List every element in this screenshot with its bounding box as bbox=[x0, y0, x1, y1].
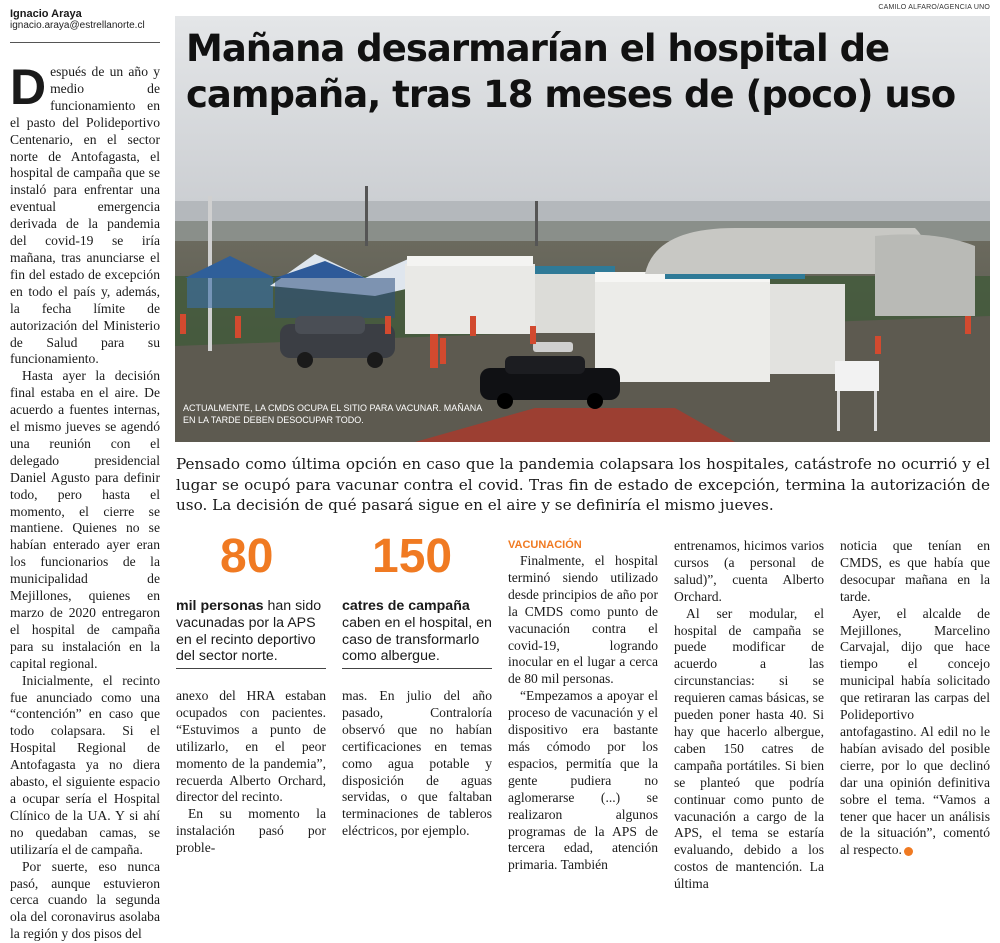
article-column-2 bbox=[176, 688, 326, 857]
article-column-1 bbox=[10, 59, 160, 942]
article-column-5 bbox=[674, 538, 824, 893]
stat-description-cots: catres de campaña caben en el hospital, en caso de transformarlo como albergue. bbox=[342, 598, 492, 665]
stat-number: 150 bbox=[372, 530, 453, 583]
deck-summary: Pensado como última opción en caso que la pandemia colapsara los hospitales, catástrofe no ocurrió y el lugar se ocupó para vacunar contra el covid. Tras fin de estado de excepción, termina la autorización de uso. La decisión de qué pasará sigue en el aire y se definiría el mismo jueves. bbox=[176, 455, 990, 514]
end-mark-icon bbox=[904, 847, 913, 856]
paragraph: mas. En julio del año pasado, Contraloría observó que no habían certificaciones en temas como agua potable y disposición de aguas servidas, o que faltaban terminaciones de tableros eléctricos, por ejemplo. bbox=[342, 688, 492, 839]
paragraph: Por suerte, eso nunca pasó, aunque estuvieron cerca cuando la segunda ola del coronavirus asolaba la región y dos pisos del bbox=[10, 858, 160, 942]
paragraph: entrenamos, hicimos varios cursos (a personal de salud)”, cuenta Alberto Orchard. bbox=[674, 538, 824, 604]
headline: Mañana desarmarían el hospital de campaña, tras 18 meses de (poco) uso bbox=[186, 27, 956, 116]
paragraph: anexo del HRA estaban ocupados con pacientes. “Estuvimos a punto de utilizarlo, en el peor momento de la pandemia”, recuerda Alberto Orchard, director del recinto. bbox=[176, 688, 326, 805]
paragraph: Inicialmente, el recinto fue anunciado como una “contención” en caso que todo colapsara. Si el Hospital Regional de Antofagasta ya no diera abasto, el siguiente espacio a ocupar sería el Hospital Clínico de la UA. Y si ahí no quedaban camas, se utilizaría el de campaña. bbox=[10, 672, 160, 857]
paragraph: Al ser modular, el hospital de campaña se puede modificar de acuerdo a las circunstancias: si se requieren camas básicas, se pueden poner hasta 40. Si hay que hacerlo albergue, caben 150 catres de campaña portátiles. Si bien se planteó que podría continuar como punto de vacunación a cargo de la APS, el tema se estaría evaluando, debido a los costos de mantención. La última bbox=[674, 605, 824, 892]
paragraph: noticia que tenían en CMDS, es que había que desocupar mañana en la tarde. bbox=[840, 538, 990, 604]
byline-divider bbox=[10, 42, 160, 43]
section-kicker: VACUNACIÓN bbox=[508, 539, 582, 551]
paragraph: Hasta ayer la decisión final estaba en el aire. De acuerdo a fuentes internas, el mismo jueves se agendó una reunión con el delegado presidencial Daniel Agusto para definir todo, pero hasta el momento, el cierre se mantiene. Quienes no se habían enterado ayer eran los funcionarios de la municipalidad de Mejillones, quienes en marzo de 2020 entregaron el hospital de campaña para su instalación en la capital regional. bbox=[10, 368, 160, 671]
stat-box-cots bbox=[372, 532, 522, 582]
photo-credit: CAMILO ALFARO/AGENCIA UNO bbox=[878, 4, 990, 11]
author-name: Ignacio Araya bbox=[10, 8, 82, 20]
stat-description-vaccinated: mil personas han sido vacunadas por la APS en el recinto deportivo del sector norte. bbox=[176, 598, 322, 665]
byline bbox=[10, 8, 160, 31]
article-column-3 bbox=[342, 688, 492, 840]
paragraph: “Empezamos a apoyar el proceso de vacunación y el dispositivo era bastante más cómodo por los espacios, permitía que la gente pudiera no aglomerarse (...) se realizaron algunos programas de la APS de tercera edad, atención primaria. También bbox=[508, 688, 658, 873]
stat-box-vaccinated bbox=[220, 532, 370, 582]
article-column-4 bbox=[508, 538, 658, 874]
paragraph: Ayer, el alcalde de Mejillones, Marcelino Carvajal, dijo que hace tiempo el concejo municipal había solicitado que retiraran las carpas del Polideportivo antofagastino. Al edil no le habían avisado del posible cierre, por lo que declinó dar una opinión definitiva sobre el tema. “Vamos a tener que hacer un análisis de la situación”, comentó al respecto. bbox=[840, 605, 990, 858]
photo-caption: ACTUALMENTE, LA CMDS OCUPA EL SITIO PARA VACUNAR. MAÑANA EN LA TARDE DEBEN DESOCUPAR TODO. bbox=[183, 403, 482, 425]
stat-number: 80 bbox=[220, 530, 274, 583]
stat-divider bbox=[342, 668, 492, 669]
article-column-6 bbox=[840, 538, 990, 859]
stat-divider bbox=[176, 668, 326, 669]
author-email[interactable]: ignacio.araya@estrellanorte.cl bbox=[10, 20, 145, 31]
drop-cap: D bbox=[10, 59, 47, 115]
paragraph: En su momento la instalación pasó por proble- bbox=[176, 806, 326, 856]
paragraph: Finalmente, el hospital terminó siendo utilizado desde principios de año por la CMDS como punto de vacunación contra el covid-19, logrando inocular en el lugar a cerca de 80 mil personas. bbox=[508, 553, 658, 687]
lead-paragraph: Después de un año y medio de funcionamiento en el pasto del Polideportivo Centenario, en el sector norte de Antofagasta, el hospital de campaña que se instaló para enfrentar una eventual emergencia derivada de la pandemia del covid-19 se iría mañana, tras anunciarse el fin del estado de excepción en todo el país y, además, la fecha límite de autorización del Ministerio de Salud para su funcionamiento. bbox=[10, 59, 160, 367]
